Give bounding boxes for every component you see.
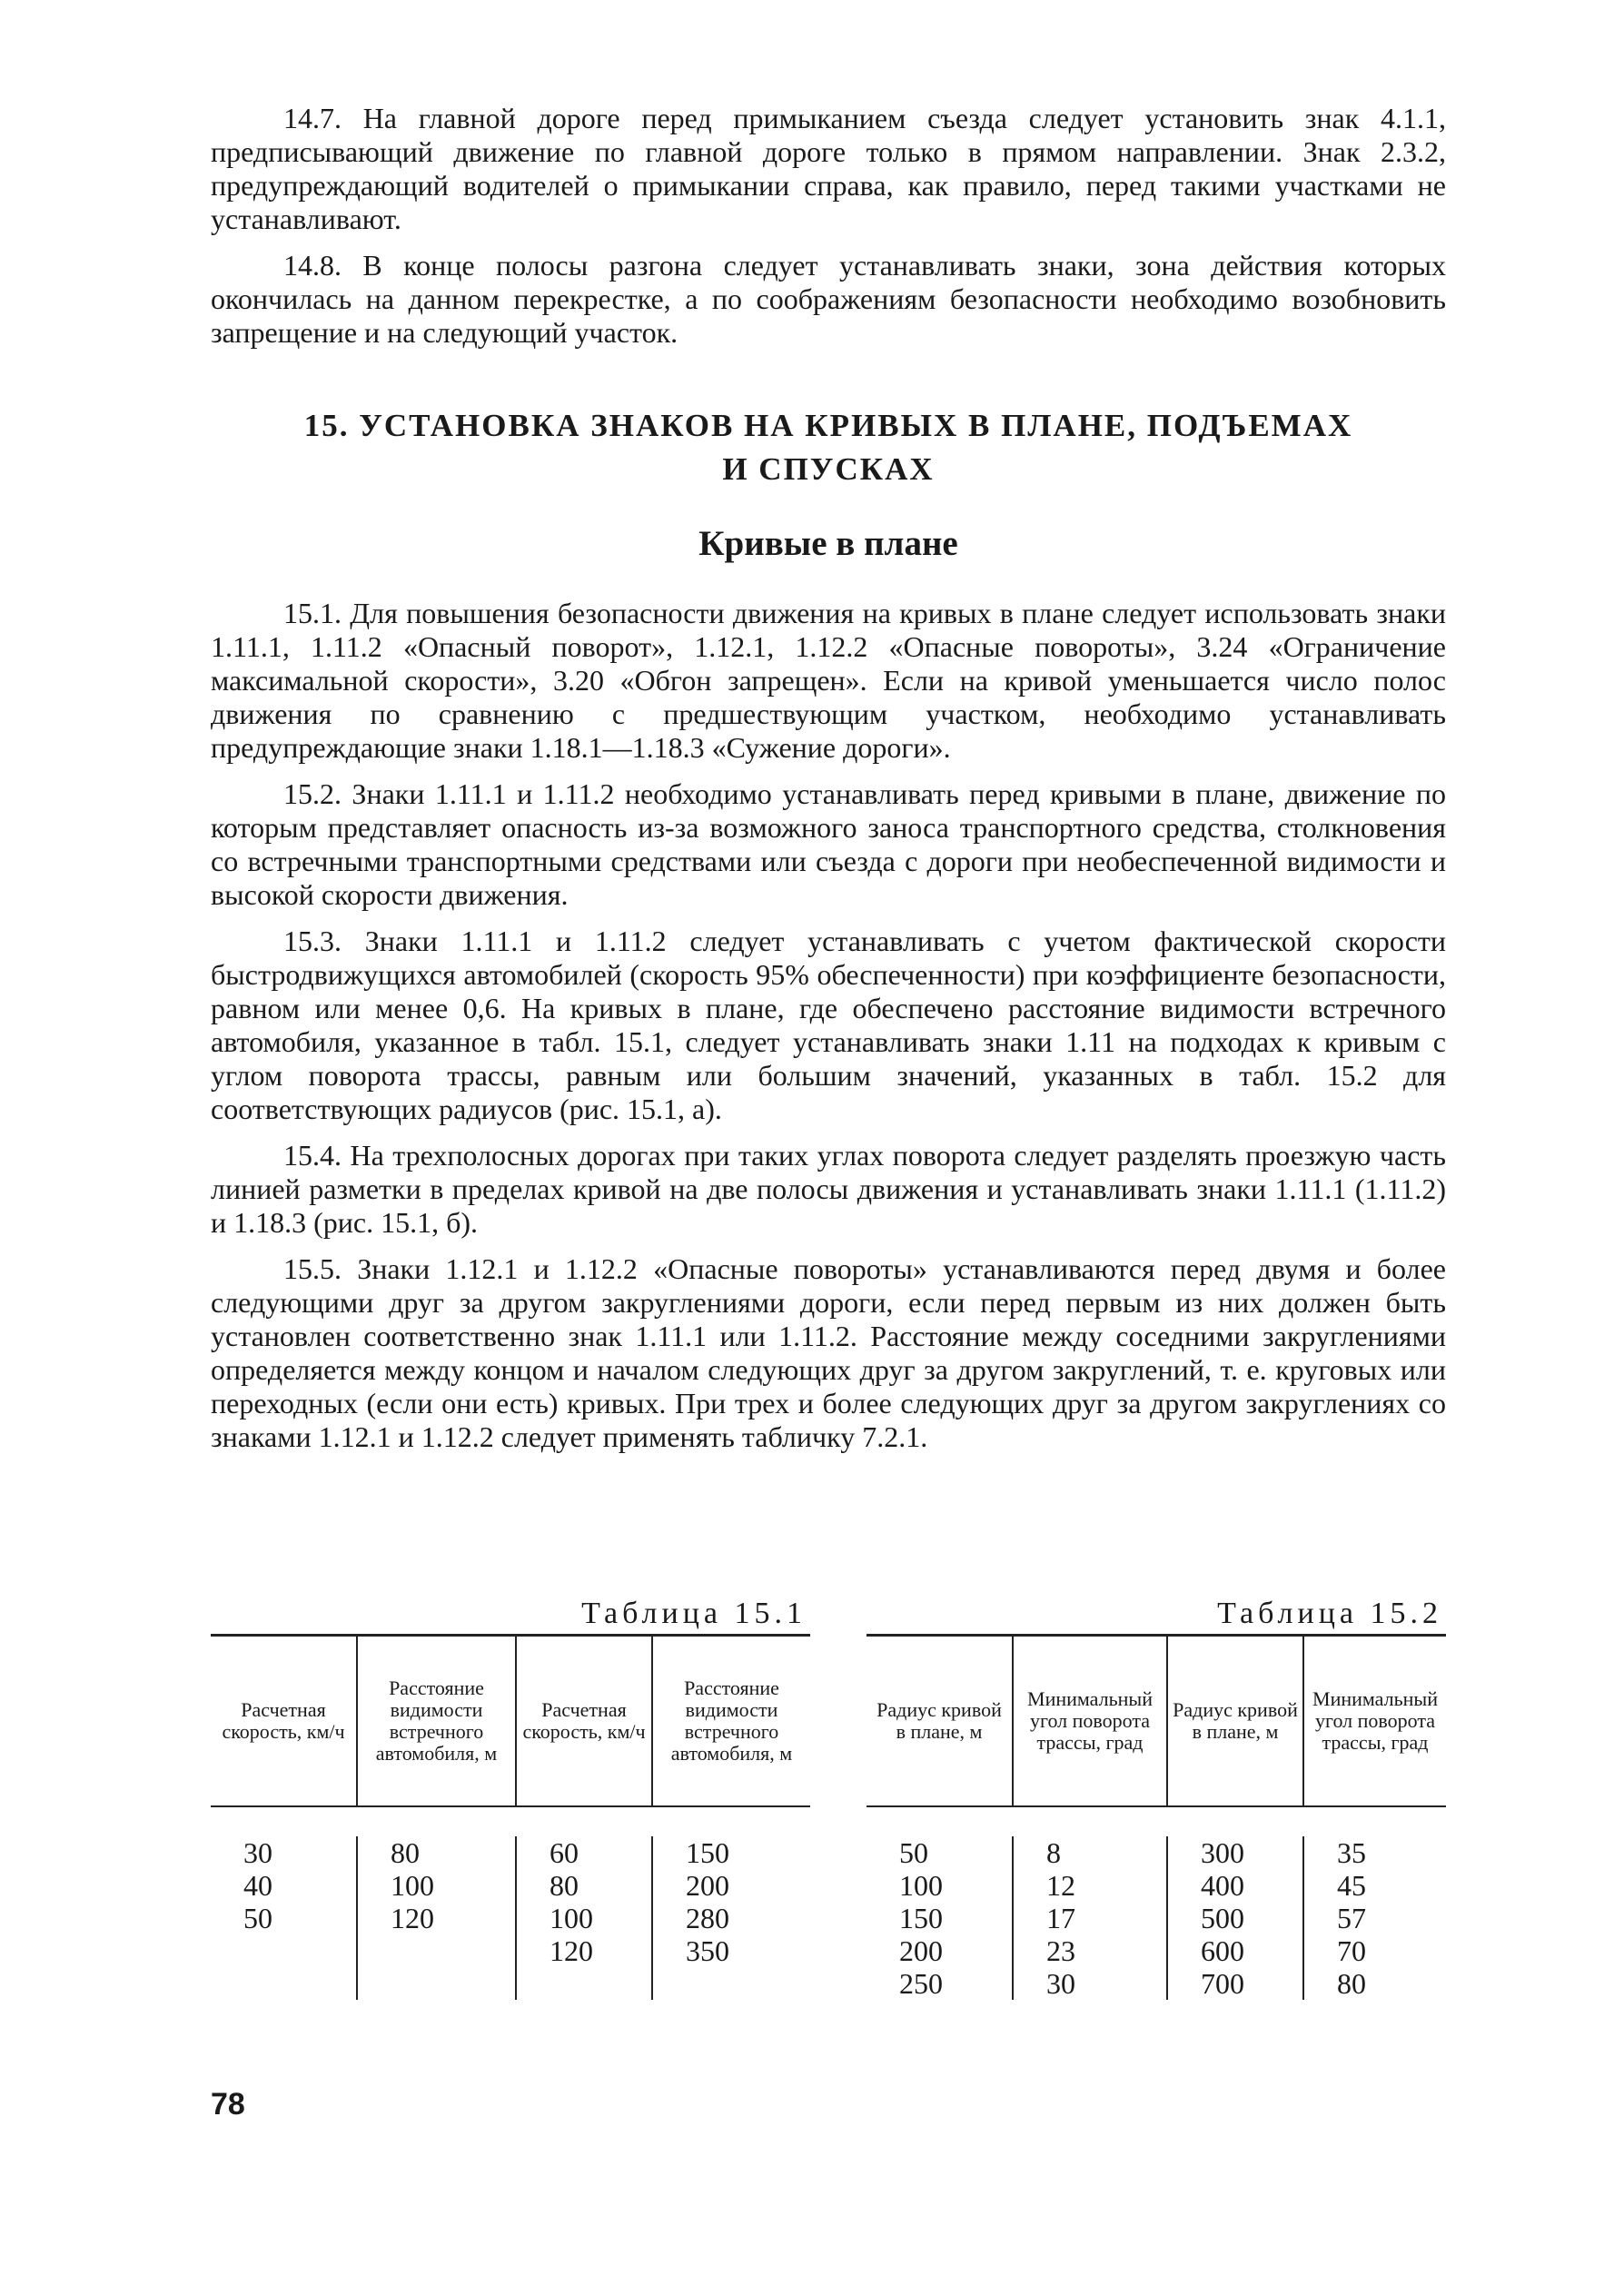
table-cell: 17 [1046, 1902, 1075, 1934]
table-cell: 300 [1201, 1836, 1244, 1869]
page-content [211, 102, 1446, 1467]
table-cell: 250 [899, 1967, 943, 2000]
table-cell: 45 [1337, 1869, 1366, 1902]
table-column [1302, 1836, 1446, 2000]
table-column [651, 1836, 810, 2000]
table-cell: 30 [243, 1836, 272, 1869]
table-cell: 200 [686, 1869, 729, 1902]
table-cell: 50 [899, 1836, 928, 1869]
table-cell: 8 [1046, 1836, 1061, 1869]
table-cell: 35 [1337, 1836, 1366, 1869]
table-cell: 80 [1337, 1967, 1366, 2000]
table-header [211, 1637, 810, 1807]
header-cell: Радиус кривой в плане, м [876, 1698, 1002, 1743]
paragraph-14-7: 14.7. На главной дороге перед примыканием съезда следует установить знак 4.1.1, предписывающий движение по главной дороге только в прямом направлении. Знак 2.3.2, предупреждающий водителей о примыкании справа, как правило, перед такими участками не устанавливают. [211, 102, 1446, 235]
table-cell: 57 [1337, 1902, 1366, 1934]
table-column [356, 1836, 515, 2000]
table-cell: 400 [1201, 1869, 1244, 1902]
paragraph-14-8: 14.8. В конце полосы разгона следует устанавливать знаки, зона действия которых окончилась на данном перекрестке, а по соображениям безопасности необходимо возобновить запрещение и на следующий участок. [211, 249, 1446, 349]
table-cell: 100 [391, 1869, 434, 1902]
header-cell: Расстояние видимости встречного автомобиля, м [651, 1637, 810, 1805]
table-column [866, 1836, 1012, 2000]
section-title-line1: 15. УСТАНОВКА ЗНАКОВ НА КРИВЫХ В ПЛАНЕ, ПОДЪЕМАХ [303, 408, 1353, 443]
paragraph-15-4: 15.4. На трехполосных дорогах при таких углах поворота следует разделять проезжую часть линией разметки в пределах кривой на две полосы движения и устанавливать знаки 1.11.1 (1.11.2) и 1.18.3 (рис. 15.1, б). [211, 1139, 1446, 1239]
table-15-1 [211, 1594, 810, 2000]
page-number: 78 [211, 2087, 245, 2122]
section-title [211, 404, 1446, 491]
paragraph-15-3: 15.3. Знаки 1.11.1 и 1.11.2 следует устанавливать с учетом фактической скорости быстродвижущихся автомобилей (скорость 95% обеспеченности) при коэффициенте безопасности, равном или менее 0,6. На кривых в плане, где обеспечено расстояние видимости встречного автомобиля, указанное в табл. 15.1, следует устанавливать знаки 1.11 на подходах к кривым с углом поворота трассы, равным или большим значений, указанных в табл. 15.2 для соответствующих радиусов (рис. 15.1, а). [211, 925, 1446, 1125]
table-cell: 500 [1201, 1902, 1244, 1934]
table-cell: 120 [391, 1902, 434, 1934]
table-body [211, 1807, 810, 2000]
table-header [866, 1637, 1446, 1807]
table-cell [391, 1967, 515, 2000]
table-column [1012, 1836, 1166, 2000]
header-cell: Минимальный угол поворота трассы, град [1012, 1637, 1166, 1805]
table-cell: 40 [243, 1869, 272, 1902]
table-cell: 30 [1046, 1967, 1075, 2000]
table-cell: 700 [1201, 1967, 1244, 2000]
table-cell [391, 1934, 515, 1967]
header-cell: Расчетная скорость, км/ч [515, 1637, 651, 1805]
table-caption: Таблица 15.2 [1217, 1597, 1442, 1630]
table-15-2 [866, 1594, 1446, 2000]
paragraph-15-2: 15.2. Знаки 1.11.1 и 1.11.2 необходимо устанавливать перед кривыми в плане, движение по которым представляет опасность из-за возможного заноса транспортного средства, столкновения со встречными транспортными средствами или съезда с дороги при необеспеченной видимости и высокой скорости движения. [211, 777, 1446, 911]
table-cell: 12 [1046, 1869, 1075, 1902]
table-cell: 600 [1201, 1934, 1244, 1967]
table-column [211, 1836, 356, 2000]
tables-area [211, 1594, 1446, 2021]
header-cell: Расчетная скорость, км/ч [222, 1698, 345, 1743]
table-cell: 150 [899, 1902, 943, 1934]
table-cell: 100 [550, 1902, 593, 1934]
table-cell: 80 [391, 1836, 420, 1869]
table-cell: 70 [1337, 1934, 1366, 1967]
table-cell: 150 [686, 1836, 729, 1869]
paragraph-15-5: 15.5. Знаки 1.12.1 и 1.12.2 «Опасные повороты» устанавливаются перед двумя и более следующими друг за другом закруглениями дороги, если перед первым из них должен быть установлен соответственно знак 1.11.1 или 1.11.2. Расстояние между соседними закруглениями определяется между концом и началом следующих друг за другом закруглений, т. е. круговых или переходных (если они есть) кривых. При трех и более следующих друг за другом закруглениях со знаками 1.12.1 и 1.12.2 следует применять табличку 7.2.1. [211, 1252, 1446, 1453]
table-cell: 60 [550, 1836, 579, 1869]
section-title-line2: И СПУСКАХ [722, 451, 935, 487]
table-cell: 80 [550, 1869, 579, 1902]
table-cell: 23 [1046, 1934, 1075, 1967]
header-cell: Расстояние видимости встречного автомобиля, м [356, 1637, 515, 1805]
table-cell: 50 [243, 1902, 272, 1934]
table-cell: 120 [550, 1934, 593, 1967]
header-cell: Радиус кривой в плане, м [1166, 1637, 1302, 1805]
table-column [1166, 1836, 1302, 2000]
table-cell: 100 [899, 1869, 943, 1902]
subsection-title: Кривые в плане [698, 524, 958, 563]
header-cell: Минимальный угол поворота трассы, град [1302, 1637, 1446, 1805]
paragraph-15-1: 15.1. Для повышения безопасности движения на кривых в плане следует использовать знаки 1.11.1, 1.11.2 «Опасный поворот», 1.12.1, 1.12.2 «Опасные повороты», 3.24 «Ограничение максимальной скорости», 3.20 «Обгон запрещен». Если на кривой уменьшается число полос движения по сравнению с предшествующим участком, необходимо устанавливать предупреждающие знаки 1.18.1—1.18.3 «Сужение дороги». [211, 597, 1446, 764]
table-cell: 350 [686, 1934, 729, 1967]
table-body [866, 1807, 1446, 2000]
table-cell: 280 [686, 1902, 729, 1934]
table-column [515, 1836, 651, 2000]
table-caption: Таблица 15.1 [581, 1597, 807, 1630]
table-cell: 200 [899, 1934, 943, 1967]
